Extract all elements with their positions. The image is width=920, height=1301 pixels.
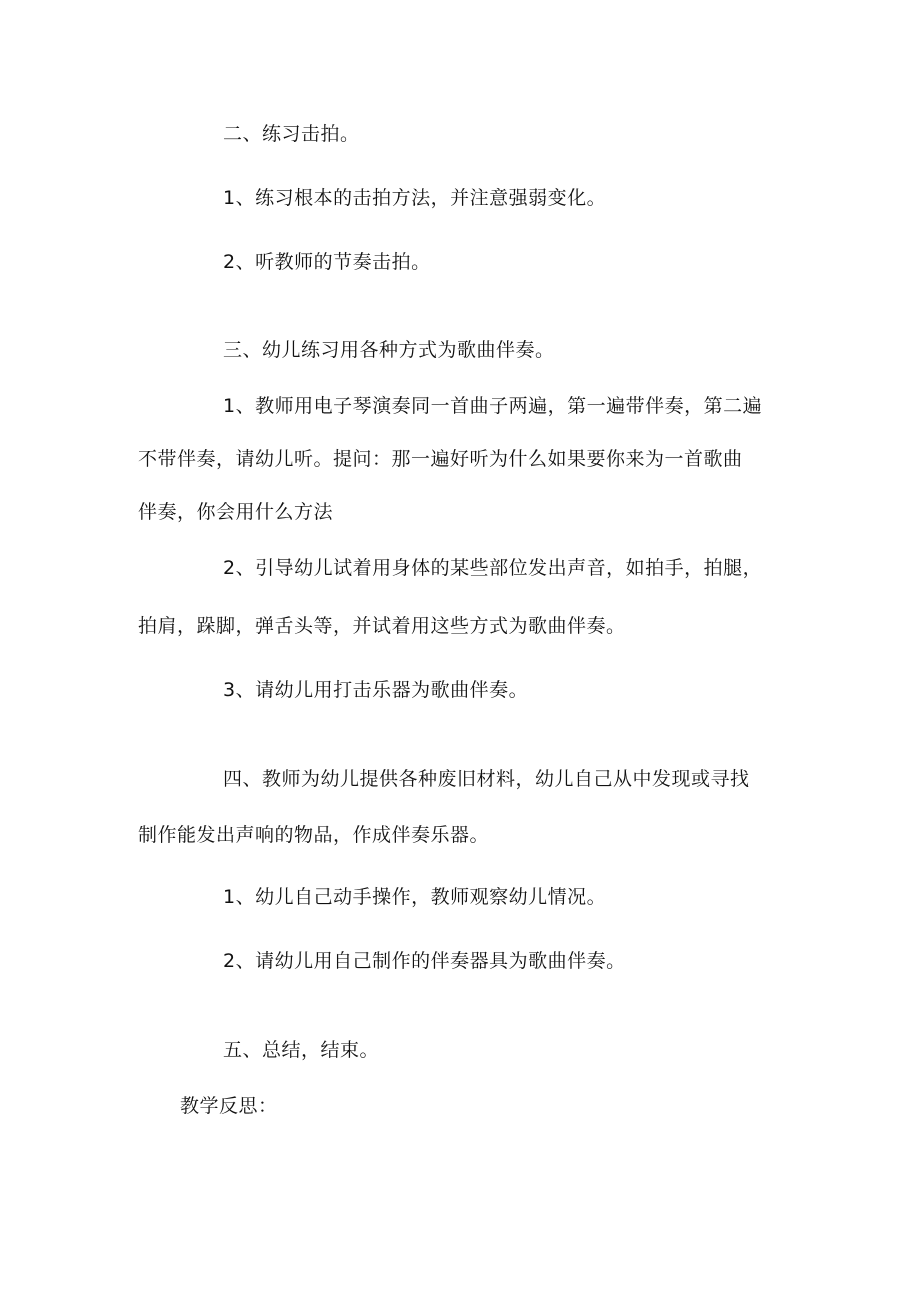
section2-heading: 二、练习击拍。 [223,123,360,145]
section3-item1-line2: 不带伴奏，请幼儿听。提问：那一遍好听为什么如果要你来为一首歌曲 [138,448,743,470]
section3-heading: 三、幼儿练习用各种方式为歌曲伴奏。 [223,339,555,361]
section4-item2: 2、请幼儿用自己制作的伴奏器具为歌曲伴奏。 [223,950,626,972]
section2-item2: 2、听教师的节奏击拍。 [223,251,431,273]
section4-item1: 1、幼儿自己动手操作，教师观察幼儿情况。 [223,886,607,908]
section3-item1-line3: 伴奏，你会用什么方法 [138,501,334,523]
section3-item3: 3、请幼儿用打击乐器为歌曲伴奏。 [223,679,529,701]
section3-item2-line1: 2、引导幼儿试着用身体的某些部位发出声音，如拍手，拍腿， [223,557,763,579]
section3-item2-line2: 拍肩，跺脚，弹舌头等，并试着用这些方式为歌曲伴奏。 [138,615,626,637]
section3-item1-line1: 1、教师用电子琴演奏同一首曲子两遍，第一遍带伴奏，第二遍 [223,395,763,417]
reflection-label: 教学反思： [180,1095,278,1117]
section4-heading-line1: 四、教师为幼儿提供各种废旧材料，幼儿自己从中发现或寻找 [223,768,750,790]
section5-heading: 五、总结，结束。 [223,1039,380,1061]
section4-heading-line2: 制作能发出声响的物品，作成伴奏乐器。 [138,824,490,846]
section2-item1: 1、练习根本的击拍方法，并注意强弱变化。 [223,187,607,209]
